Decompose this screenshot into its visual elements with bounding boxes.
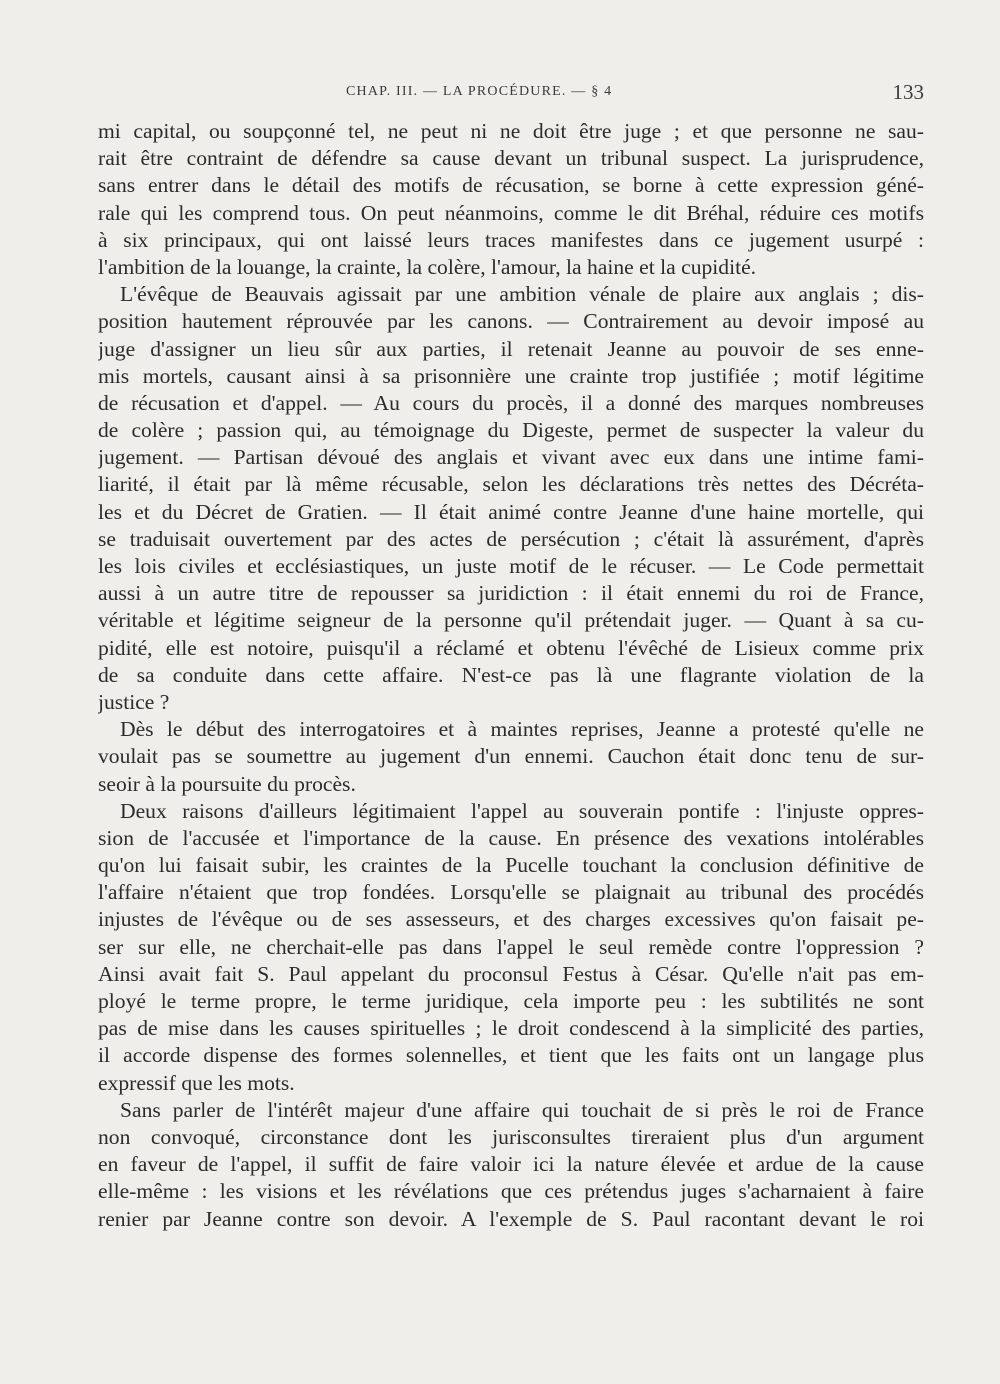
text-line: sans entrer dans le détail des motifs de récusation, se borne à cette expression géné- <box>98 173 924 198</box>
paragraph-first-line: L'évêque de Beauvais agissait par une ambition vénale de plaire aux anglais ; dis- <box>120 282 924 307</box>
text-line: ser sur elle, ne cherchait-elle pas dans l'appel le seul remède contre l'oppression ? <box>98 934 924 959</box>
page-number: 133 <box>892 80 924 104</box>
paragraph-first-line: Sans parler de l'intérêt majeur d'une affaire qui touchait de si près le roi de France <box>120 1097 924 1122</box>
text-line: pidité, elle est notoire, puisqu'il a réclamé et obtenu l'évêché de Lisieux comme prix <box>98 635 924 660</box>
text-line: les lois civiles et ecclésiastiques, un juste motif de le récuser. — Le Code permettait <box>98 554 924 578</box>
paragraph-first-line: Dès le début des interrogatoires et à maintes reprises, Jeanne a protesté qu'elle ne <box>120 717 924 742</box>
text-line: de récusation et d'appel. — Au cours du procès, il a donné des marques nombreuses <box>98 390 924 415</box>
text-line: de colère ; passion qui, au témoignage du Digeste, permet de suspecter la valeur du <box>98 418 924 443</box>
text-line: expressif que les mots. <box>98 1070 295 1095</box>
text-line: de sa conduite dans cette affaire. N'est-ce pas là une flagrante violation de la <box>98 662 924 687</box>
text-line: renier par Jeanne contre son devoir. A l'exemple de S. Paul racontant devant le roi <box>98 1206 924 1231</box>
running-head <box>98 80 924 108</box>
text-line: en faveur de l'appel, il suffit de faire valoir ici la nature élevée et ardue de la cause <box>98 1152 924 1177</box>
text-line: Ainsi avait fait S. Paul appelant du proconsul Festus à César. Qu'elle n'ait pas em- <box>98 961 924 986</box>
text-line: mis mortels, causant ainsi à sa prisonnière une crainte trop justifiée ; motif légitime <box>98 363 924 388</box>
paragraph-first-line: Deux raisons d'ailleurs légitimaient l'appel au souverain pontife : l'injuste oppres- <box>120 798 924 823</box>
text-line: ployé le terme propre, le terme juridique, cela importe peu : les subtilités ne sont <box>98 989 924 1013</box>
text-line: seoir à la poursuite du procès. <box>98 771 356 796</box>
text-line: juge d'assigner un lieu sûr aux parties, il retenait Jeanne au pouvoir de ses enne- <box>98 336 924 361</box>
text-line: non convoqué, circonstance dont les jurisconsultes tireraient plus d'un argument <box>98 1124 924 1149</box>
text-line: qu'on lui faisait subir, les craintes de la Pucelle touchant la conclusion définitive de <box>98 853 924 878</box>
body-text <box>98 118 924 1233</box>
text-line: justice ? <box>98 689 170 714</box>
text-line: rale qui les comprend tous. On peut néanmoins, comme le dit Bréhal, réduire ces motifs <box>98 200 924 225</box>
text-line: il accorde dispense des formes solennelles, et tient que les faits ont un langage plus <box>98 1043 924 1068</box>
text-line: l'ambition de la louange, la crainte, la colère, l'amour, la haine et la cupidité. <box>98 254 757 279</box>
text-line: sion de l'accusée et l'importance de la cause. En présence des vexations intolérables <box>98 825 924 850</box>
text-line: se traduisait ouvertement par des actes de persécution ; c'était là assurément, d'après <box>98 526 924 551</box>
text-line: aussi à un autre titre de repousser sa juridiction : il était ennemi du roi de France, <box>98 581 924 606</box>
text-line: jugement. — Partisan dévoué des anglais et vivant avec eux dans une intime fami- <box>98 445 924 470</box>
running-title: CHAP. III. — LA PROCÉDURE. — § 4 <box>346 84 613 99</box>
text-line: à six principaux, qui ont laissé leurs traces manifestes dans ce jugement usurpé : <box>98 227 924 252</box>
text-line: mi capital, ou soupçonné tel, ne peut ni ne doit être juge ; et que personne ne sau- <box>98 119 924 143</box>
text-line: elle-même : les visions et les révélations que ces prétendus juges s'acharnaient à faire <box>98 1179 924 1204</box>
text-line: rait être contraint de défendre sa cause devant un tribunal suspect. La jurisprudence, <box>98 146 924 171</box>
text-line: l'affaire n'étaient que trop fondées. Lorsqu'elle se plaignait au tribunal des procédés <box>98 880 924 905</box>
text-line: position hautement réprouvée par les canons. — Contrairement au devoir imposé au <box>98 309 924 334</box>
text-line: les et du Décret de Gratien. — Il était animé contre Jeanne d'une haine mortelle, qui <box>98 499 924 524</box>
text-line: voulait pas se soumettre au jugement d'un ennemi. Cauchon était donc tenu de sur- <box>98 744 924 769</box>
text-line: liarité, il était par là même récusable, selon les déclarations très nettes des Décréta- <box>98 472 924 497</box>
text-line: pas de mise dans les causes spirituelles ; le droit condescend à la simplicité des parties, <box>98 1016 924 1041</box>
text-line: véritable et légitime seigneur de la personne qu'il prétendait juger. — Quant à sa cu- <box>98 608 924 633</box>
text-line: injustes de l'évêque ou de ses assesseurs, et des charges excessives qu'on faisait pe- <box>98 907 924 932</box>
